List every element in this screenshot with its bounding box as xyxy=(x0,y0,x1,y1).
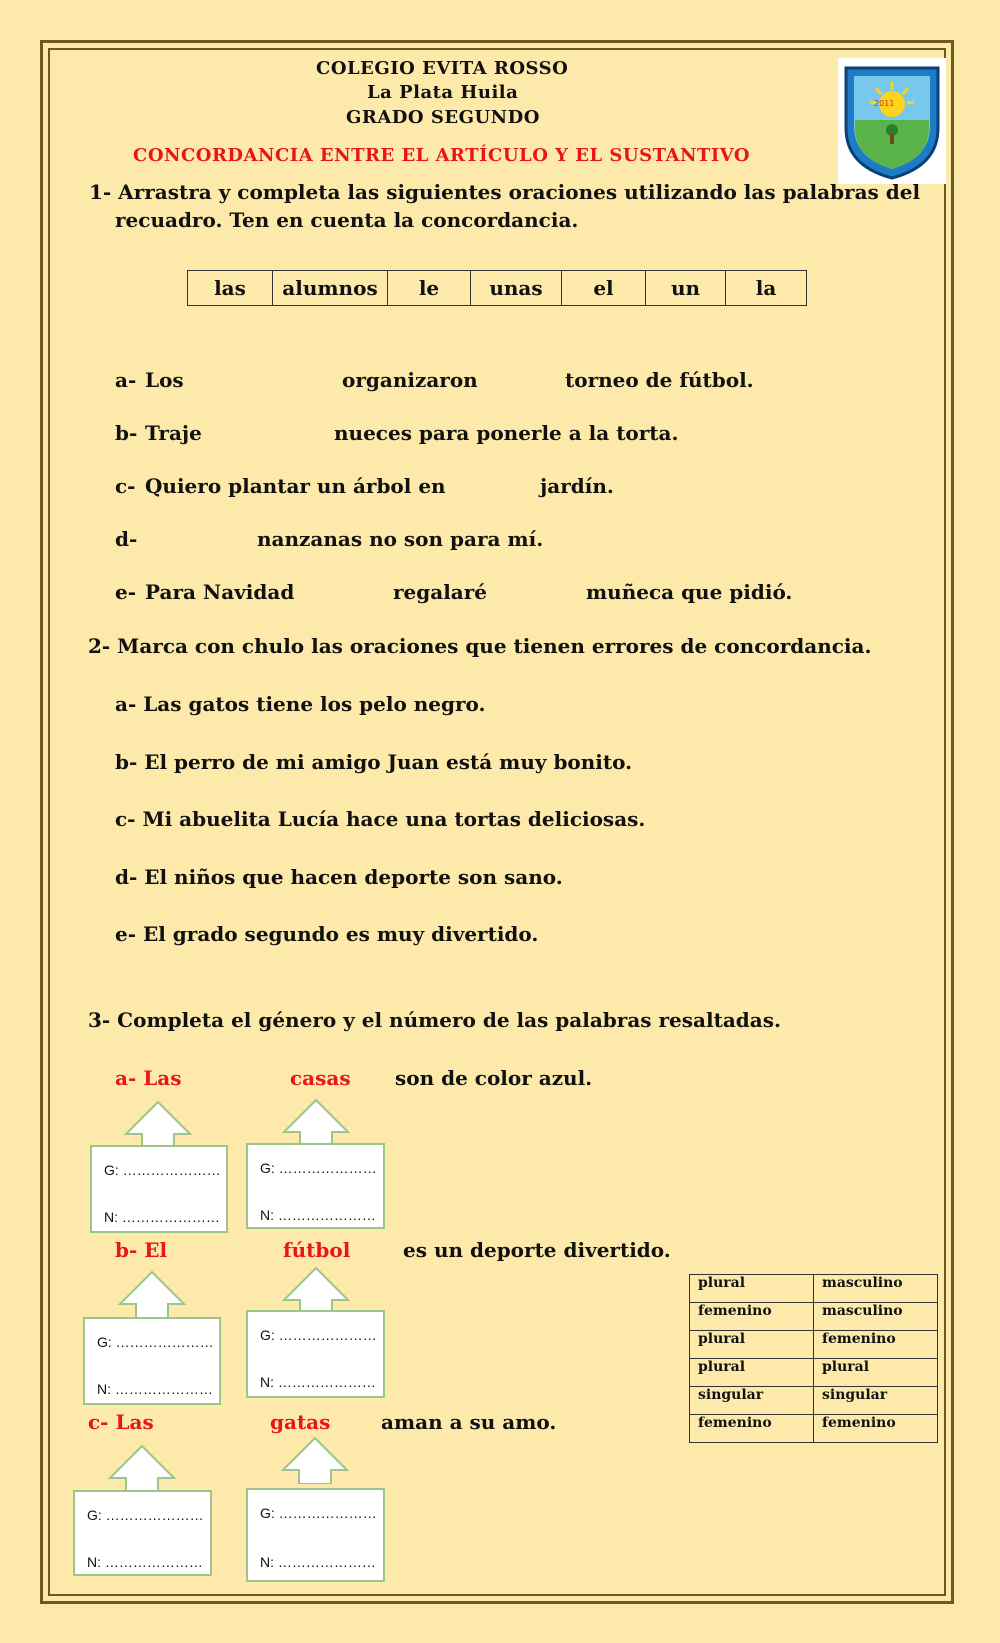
word-bank-item[interactable]: alumnos xyxy=(273,271,388,306)
s3-a-rest: son de color azul. xyxy=(395,1066,593,1090)
answer-option[interactable]: plural xyxy=(690,1359,814,1387)
s2-sentence-d[interactable]: d- El niños que hacen deporte son sano. xyxy=(115,865,563,889)
section1-instruction-line2: recuadro. Ten en cuenta la concordancia. xyxy=(115,208,579,232)
school-grade: GRADO SEGUNDO xyxy=(346,107,540,128)
answer-option[interactable]: femenino xyxy=(690,1415,814,1443)
s3-a-noun: casas xyxy=(290,1066,351,1090)
s1-c-part2: jardín. xyxy=(540,474,614,498)
s1-b-part2: nueces para ponerle a la torta. xyxy=(334,421,679,445)
s1-a-part1: Los xyxy=(145,368,184,392)
answer-option[interactable]: plural xyxy=(814,1359,938,1387)
word-bank-item[interactable]: el xyxy=(562,271,646,306)
answer-box-b-article[interactable] xyxy=(83,1317,221,1405)
s1-e-part2: regalaré xyxy=(393,580,488,604)
s2-sentence-a[interactable]: a- Las gatos tiene los pelo negro. xyxy=(115,692,486,716)
s1-a-part2: organizaron xyxy=(342,368,478,392)
answer-box-c-noun[interactable] xyxy=(246,1488,385,1582)
arrow-up-icon xyxy=(281,1266,351,1314)
word-bank xyxy=(187,270,807,306)
section1-instruction-line1: 1- Arrastra y completa las siguientes oraciones utilizando las palabras del xyxy=(89,180,921,204)
answer-option[interactable]: femenino xyxy=(814,1331,938,1359)
gender-field[interactable]: G: ………………… xyxy=(260,1160,377,1176)
answer-option[interactable]: femenino xyxy=(814,1415,938,1443)
word-bank-item[interactable]: un xyxy=(646,271,726,306)
s2-sentence-e[interactable]: e- El grado segundo es muy divertido. xyxy=(115,922,539,946)
s1-b-part1: Traje xyxy=(145,421,202,445)
school-shield-logo xyxy=(838,58,946,184)
number-field[interactable]: N: ………………… xyxy=(87,1554,203,1570)
answer-options-table xyxy=(689,1274,938,1443)
answer-box-b-noun[interactable] xyxy=(246,1310,385,1398)
gender-field[interactable]: G: ………………… xyxy=(87,1507,204,1523)
s3-b-rest: es un deporte divertido. xyxy=(403,1238,671,1262)
s1-label-e: e- xyxy=(115,580,137,604)
section2-instruction: 2- Marca con chulo las oraciones que tienen errores de concordancia. xyxy=(88,634,872,658)
answer-box-a-article[interactable] xyxy=(90,1145,228,1233)
answer-option[interactable]: plural xyxy=(690,1275,814,1303)
answer-option[interactable]: masculino xyxy=(814,1275,938,1303)
arrow-up-icon xyxy=(117,1270,187,1318)
logo-year: 2011 xyxy=(874,99,895,108)
section3-instruction: 3- Completa el género y el número de las palabras resaltadas. xyxy=(88,1008,781,1032)
s3-c-rest: aman a su amo. xyxy=(381,1410,557,1434)
s1-c-part1: Quiero plantar un árbol en xyxy=(145,474,446,498)
number-field[interactable]: N: ………………… xyxy=(260,1554,376,1570)
s1-e-part1: Para Navidad xyxy=(145,580,295,604)
s3-b-noun: fútbol xyxy=(283,1238,351,1262)
arrow-up-icon xyxy=(123,1100,193,1148)
s2-sentence-c[interactable]: c- Mi abuelita Lucía hace una tortas deliciosas. xyxy=(115,807,646,831)
arrow-up-icon xyxy=(281,1098,351,1146)
gender-field[interactable]: G: ………………… xyxy=(260,1505,377,1521)
word-bank-item[interactable]: unas xyxy=(471,271,562,306)
s1-e-part3: muñeca que pidió. xyxy=(586,580,793,604)
number-field[interactable]: N: ………………… xyxy=(104,1209,220,1225)
gender-field[interactable]: G: ………………… xyxy=(260,1327,377,1343)
answer-option[interactable]: singular xyxy=(690,1387,814,1415)
word-bank-item[interactable]: la xyxy=(726,271,807,306)
gender-field[interactable]: G: ………………… xyxy=(97,1334,214,1350)
s3-c-noun: gatas xyxy=(270,1410,331,1434)
s2-sentence-b[interactable]: b- El perro de mi amigo Juan está muy bonito. xyxy=(115,750,633,774)
word-bank-item[interactable]: le xyxy=(388,271,471,306)
s3-b-article: b- El xyxy=(115,1238,168,1262)
arrow-up-icon xyxy=(280,1436,350,1484)
s1-label-d: d- xyxy=(115,527,138,551)
number-field[interactable]: N: ………………… xyxy=(260,1207,376,1223)
s1-d-part1: nanzanas no son para mí. xyxy=(257,527,544,551)
school-name: COLEGIO EVITA ROSSO xyxy=(316,58,569,79)
gender-field[interactable]: G: ………………… xyxy=(104,1162,221,1178)
s3-a-article: a- Las xyxy=(115,1066,182,1090)
answer-option[interactable]: singular xyxy=(814,1387,938,1415)
answer-box-c-article[interactable] xyxy=(73,1490,212,1576)
s1-a-part3: torneo de fútbol. xyxy=(565,368,754,392)
s1-label-c: c- xyxy=(115,474,136,498)
number-field[interactable]: N: ………………… xyxy=(97,1381,213,1397)
arrow-up-icon xyxy=(107,1444,177,1492)
answer-box-a-noun[interactable] xyxy=(246,1143,385,1229)
answer-option[interactable]: masculino xyxy=(814,1303,938,1331)
worksheet-topic: CONCORDANCIA ENTRE EL ARTÍCULO Y EL SUSTANTIVO xyxy=(133,145,751,166)
word-bank-item[interactable]: las xyxy=(188,271,273,306)
number-field[interactable]: N: ………………… xyxy=(260,1374,376,1390)
s3-c-article: c- Las xyxy=(88,1410,154,1434)
answer-option[interactable]: femenino xyxy=(690,1303,814,1331)
school-city: La Plata Huila xyxy=(367,82,519,103)
s1-label-b: b- xyxy=(115,421,138,445)
answer-option[interactable]: plural xyxy=(690,1331,814,1359)
s1-label-a: a- xyxy=(115,368,137,392)
